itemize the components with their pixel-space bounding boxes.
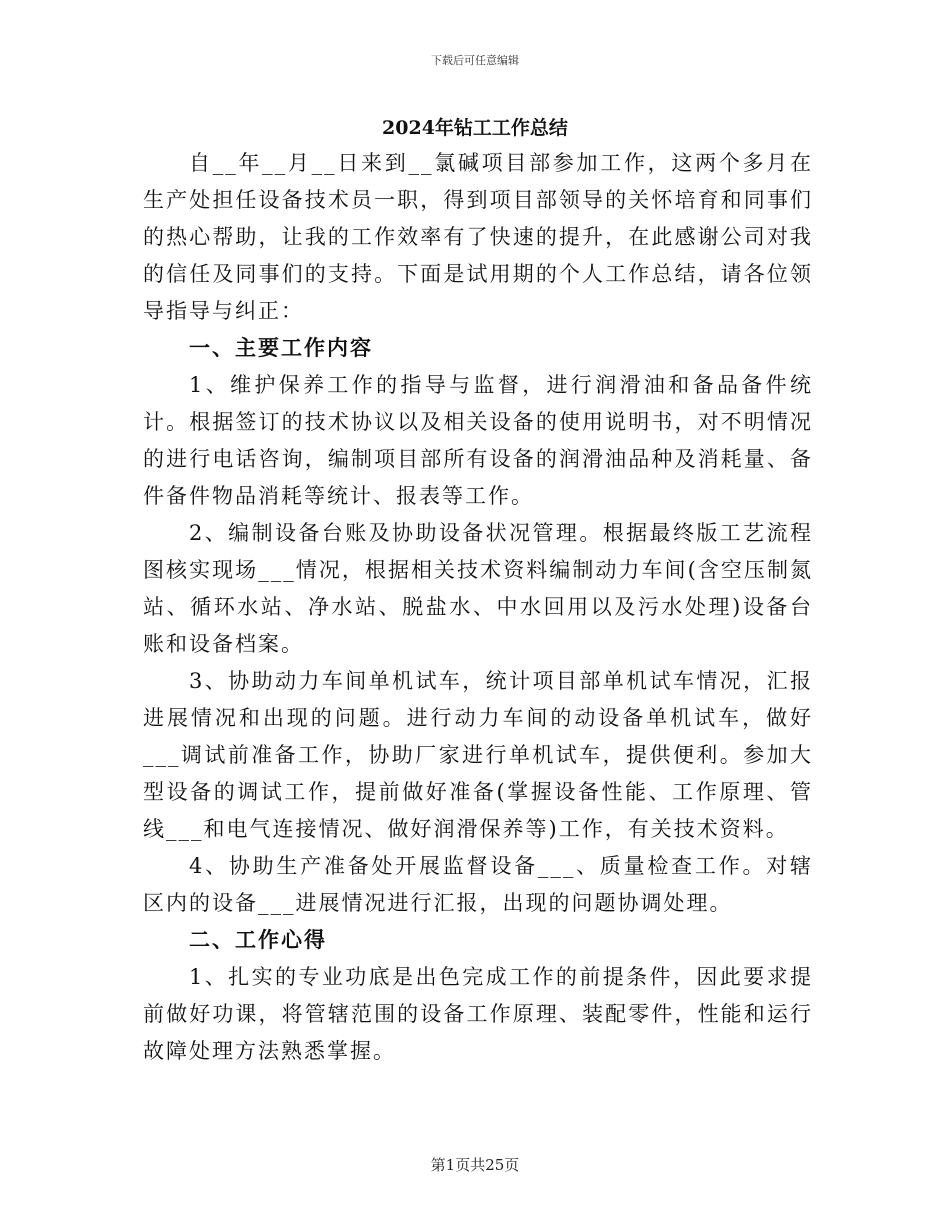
intro-paragraph: 自__年__月__日来到__氯碱项目部参加工作，这两个多月在生产处担任设备技术员一职，得到项目部领导的关怀培育和同事们的热心帮助，让我的工作效率有了快速的提升，在此感谢公司对我的信任及同事们的支持。下面是试用期的个人工作总结，请各位领导指导与纠正： bbox=[143, 151, 813, 323]
page-number: 第1页共25页 bbox=[430, 1156, 520, 1174]
experience-item-1: 1、扎实的专业功底是出色完成工作的前提条件，因此要求提前做好功课，将管辖范围的设备工作原理、装配零件，性能和运行故障处理方法熟悉掌握。 bbox=[143, 965, 813, 1063]
work-item-3: 3、协助动力车间单机试车，统计项目部单机试车情况，汇报进展情况和出现的问题。进行动力车间的动设备单机试车，做好___调试前准备工作，协助厂家进行单机试车，提供便利。参加大型设备的调试工作，提前做好准备(掌握设备性能、工作原理、管线___和电气连接情况、做好润滑保养等)工作，有关技术资料。 bbox=[143, 669, 813, 841]
section-heading-experience: 二、工作心得 bbox=[189, 928, 327, 952]
document-body bbox=[143, 145, 813, 1070]
work-item-2: 2、编制设备台账及协助设备状况管理。根据最终版工艺流程图核实现场___情况，根据相关技术资料编制动力车间(含空压制氮站、循环水站、净水站、脱盐水、中水回用以及污水处理)设备台账和设备档案。 bbox=[143, 521, 813, 656]
work-item-4: 4、协助生产准备处开展监督设备___、质量检查工作。对辖区内的设备___进展情况进行汇报，出现的问题协调处理。 bbox=[143, 854, 813, 915]
work-item-1: 1、维护保养工作的指导与监督，进行润滑油和备品备件统计。根据签订的技术协议以及相关设备的使用说明书，对不明情况的进行电话咨询，编制项目部所有设备的润滑油品种及消耗量、备件备件物品消耗等统计、报表等工作。 bbox=[143, 373, 813, 508]
header-note: 下载后可任意编辑 bbox=[431, 54, 519, 67]
document-title: 2024年钻工工作总结 bbox=[382, 117, 568, 139]
section-heading-main-work: 一、主要工作内容 bbox=[189, 336, 373, 360]
